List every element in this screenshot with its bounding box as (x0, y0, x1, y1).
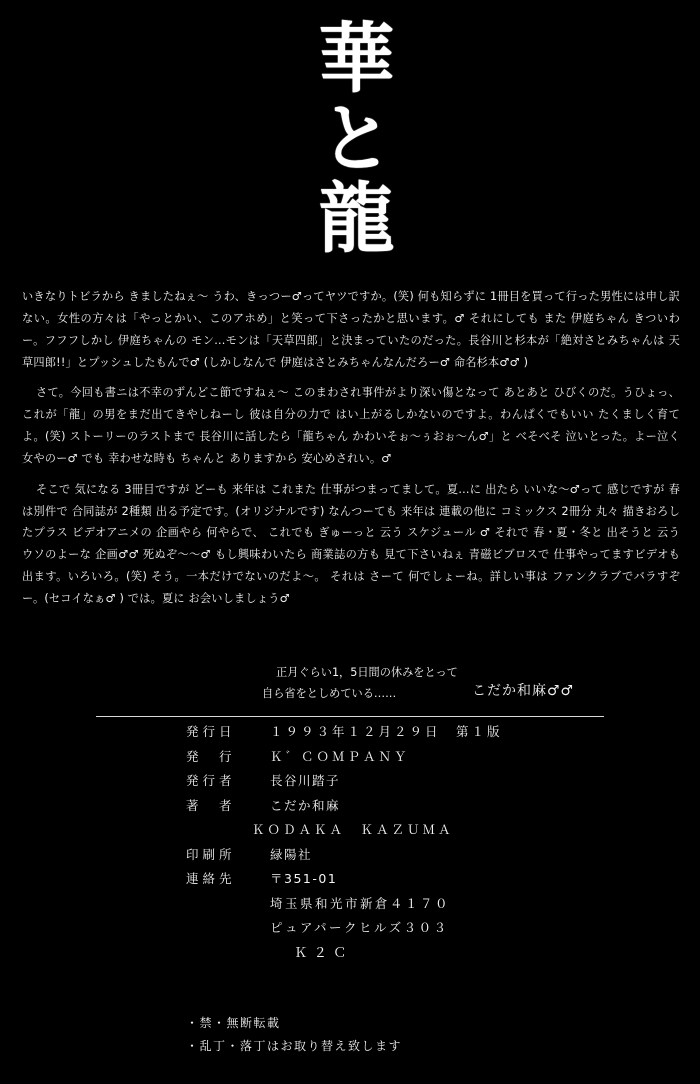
circle-mark: Ｋ２Ｃ (294, 944, 353, 961)
footer-notice: ・乱丁・落丁はお取り替え致します (186, 1038, 403, 1053)
colophon-value: Ｋ゛ＣＯＭＰＡＮＹ (270, 748, 410, 764)
afterword-paragraph: さて。今回も書ニは不幸のずんどこ節ですねぇ～ このまわされ事件がより深い傷となって あとあと ひびくのだ。うひょっ、これが「龍」の男をまだ出てきやしねーし 彼は自分の力で はい上がるしかないのですよ。わんぱくでもいい たくましく育てよ。(笑) ストーリーのラストまで 長谷川に話したら「龍ちゃん かわいそぉ～ぅおぉ～ん♂」と べそべそ 泣いとった。よー泣く女やのー♂ でも 幸わせな時も ちゃんと ありますから 安心めされい。♂ (22, 386, 680, 465)
colophon-value: １９９３年１２月２９日 第１版 (270, 724, 503, 739)
author-signature: こだか和麻♂♂ (472, 683, 575, 699)
colophon-value: こだか和麻 (270, 797, 341, 813)
afterword-text (22, 286, 680, 619)
address-line: ピュアパークヒルズ３０３ (270, 920, 449, 935)
colophon-label: 連絡先 (186, 871, 236, 886)
colophon-value: 〒351-01 (270, 871, 338, 886)
colophon-label: 発 行 (186, 748, 236, 764)
colophon-value: 緑陽社 (270, 846, 313, 862)
page-title: 華と龍 (306, 18, 396, 258)
colophon-label: 著 者 (186, 797, 236, 813)
signature-note-line-2: 自ら省をとしめている‥‥‥ (262, 687, 397, 700)
colophon-row (0, 748, 700, 764)
colophon-row-contact (0, 873, 700, 886)
colophon-label: 発行者 (186, 773, 236, 788)
colophon-block (0, 726, 700, 972)
colophon-value: 長谷川踏子 (270, 773, 341, 788)
footer-notices (0, 1012, 700, 1058)
footer-notice: ・禁・無断転載 (186, 1016, 281, 1030)
title-block (0, 18, 700, 262)
author-romaji: ＫＯＤＡＫＡ ＫＡＺＵＭＡ (252, 822, 454, 837)
colophon-label: 印刷所 (186, 846, 236, 862)
colophon-row-printer (0, 846, 700, 862)
colophon-row (0, 775, 700, 788)
colophon-row (0, 726, 700, 739)
colophon-label: 発行日 (186, 724, 236, 739)
address-line: 埼玉県和光市新倉４１７０ (270, 895, 451, 911)
afterword-paragraph: そこで 気になる 3冊目ですが どーも 来年は これまた 仕事がつまってまして。夏...に 出たら いいな～♂って 感じですが 春は別件で 合同誌が 2種類 出る予定です。(オリジナルです) なんつーても 来年は 連載の他に コミックス 2冊分 丸々 描きおろしたプラス ビデオアニメの 企画やら 何やらで、 これでも ぎゅーっと 云う スケジュール ♂ それで 春・夏・冬と 出そうと 云う ウソのよーな 企画♂♂ 死ぬぞ～～♂ もし興味わいたら 商業誌の方も 見て下さいねぇ 青磁ビブロスで 仕事やってますビデオも 出ます。いろいろ。(笑) そう。一本だけでないのだよ～。 それは さーて 何でしょーね。詳しい事は ファンクラブでバラすぞー。(セコイなぁ♂ ) では。夏に お会いしましょう♂ (22, 482, 680, 605)
divider (96, 716, 604, 717)
colophon-row (0, 797, 700, 813)
signature-note-line-1: 正月ぐらい1，5日間の休みをとって (276, 666, 458, 679)
afterword-paragraph: いきなりトビラから きましたねぇ～ うわ、きっつー♂ってヤツですか。(笑) 何も知らずに 1冊目を買って行った男性には申し訳ない。女性の方々は「やっとかい、このアホめ」と笑って下さったかと思います。♂ それにしても また 伊庭ちゃん きついわー。フフフしかし 伊庭ちゃんの モン...モンは「天草四郎」と決まっていたのだった。長谷川と杉本が「絶対さとみちゃんは 天草四郎!!」とプッシュしたもんで♂ (しかしなんで 伊庭はさとみちゃんなんだろー♂ 命名杉本♂♂ ) (22, 290, 680, 369)
